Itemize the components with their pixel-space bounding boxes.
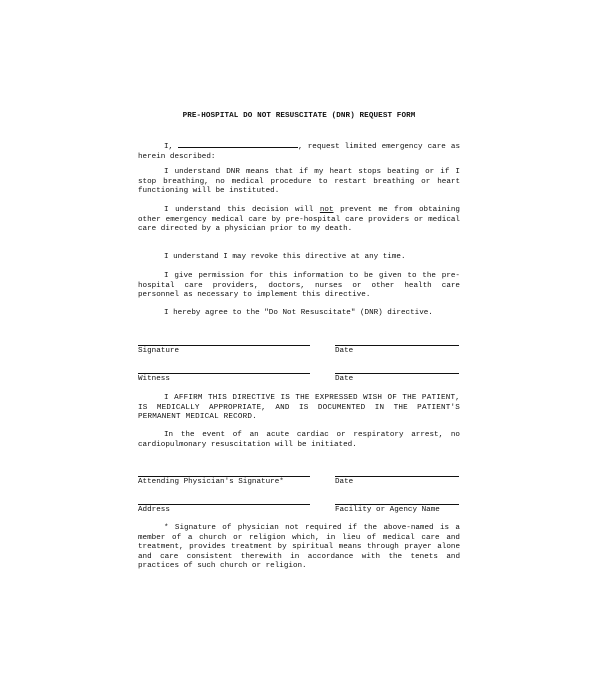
physician-date-line[interactable] [335,476,459,477]
agree-paragraph [138,309,460,319]
revoke-text: I understand I may revoke this directive at any time. [164,253,406,261]
decision-not-emphasis: not [319,206,334,214]
physician-signature-label: Attending Physician's Signature* [138,478,284,486]
witness-date-line[interactable] [335,373,459,374]
facility-line[interactable] [335,504,459,505]
witness-line[interactable] [138,373,310,374]
patient-name-field[interactable] [178,140,298,148]
agree-text: I hereby agree to the "Do Not Resuscitate" (DNR) directive. [164,309,433,317]
decision-paragraph [138,206,460,235]
dnr-meaning-text: I understand DNR means that if my heart stops beating or if I stop breathing, no medical procedure to restart breathing or heart functioning will be instituted. [138,168,460,196]
revoke-paragraph [138,253,460,263]
arrest-text: In the event of an acute cardiac or respiratory arrest, no cardiopulmonary resuscitation will be initiated. [138,431,460,449]
signature-date-line[interactable] [335,345,459,346]
decision-text-post: prevent me from obtaining other emergency medical care by pre-hospital care providers or medical care directed by a physician prior to my death. [138,206,460,234]
signature-date-label: Date [335,347,354,355]
address-line[interactable] [138,504,310,505]
decision-text-pre: I understand this decision will [164,206,314,214]
dnr-meaning-paragraph [138,168,460,197]
permission-text: I give permission for this information to be given to the pre-hospital care providers, doctors, nurses or other health care personnel as necessary to implement this directive. [138,272,460,300]
witness-date-label: Date [335,375,354,383]
intro-suffix: , request limited emergency care as herein described: [138,143,460,161]
affirm-paragraph [138,394,460,423]
signature-label: Signature [138,347,180,355]
arrest-paragraph [138,431,460,450]
permission-paragraph [138,272,460,301]
facility-label: Facility or Agency Name [335,506,440,514]
signature-line[interactable] [138,345,310,346]
intro-prefix: I, [164,143,174,151]
witness-label: Witness [138,375,170,383]
affirm-text: I AFFIRM THIS DIRECTIVE IS THE EXPRESSED WISH OF THE PATIENT, IS MEDICALLY APPROPRIATE, AND IS DOCUMENTED IN THE PATIENT'S PERMANENT MEDICAL RECORD. [138,394,460,422]
footnote-text: * Signature of physician not required if the above-named is a member of a church or religion which, in lieu of medical care and treatment, provides treatment by spiritual means through prayer alone and care consistent therewith in accordance with the tenets and practices of such church or religion. [138,524,460,571]
intro-paragraph [138,140,460,162]
physician-date-label: Date [335,478,354,486]
address-label: Address [138,506,170,514]
physician-signature-line[interactable] [138,476,310,477]
form-title: PRE-HOSPITAL DO NOT RESUSCITATE (DNR) REQUEST FORM [182,112,416,120]
footnote-paragraph [138,524,460,572]
